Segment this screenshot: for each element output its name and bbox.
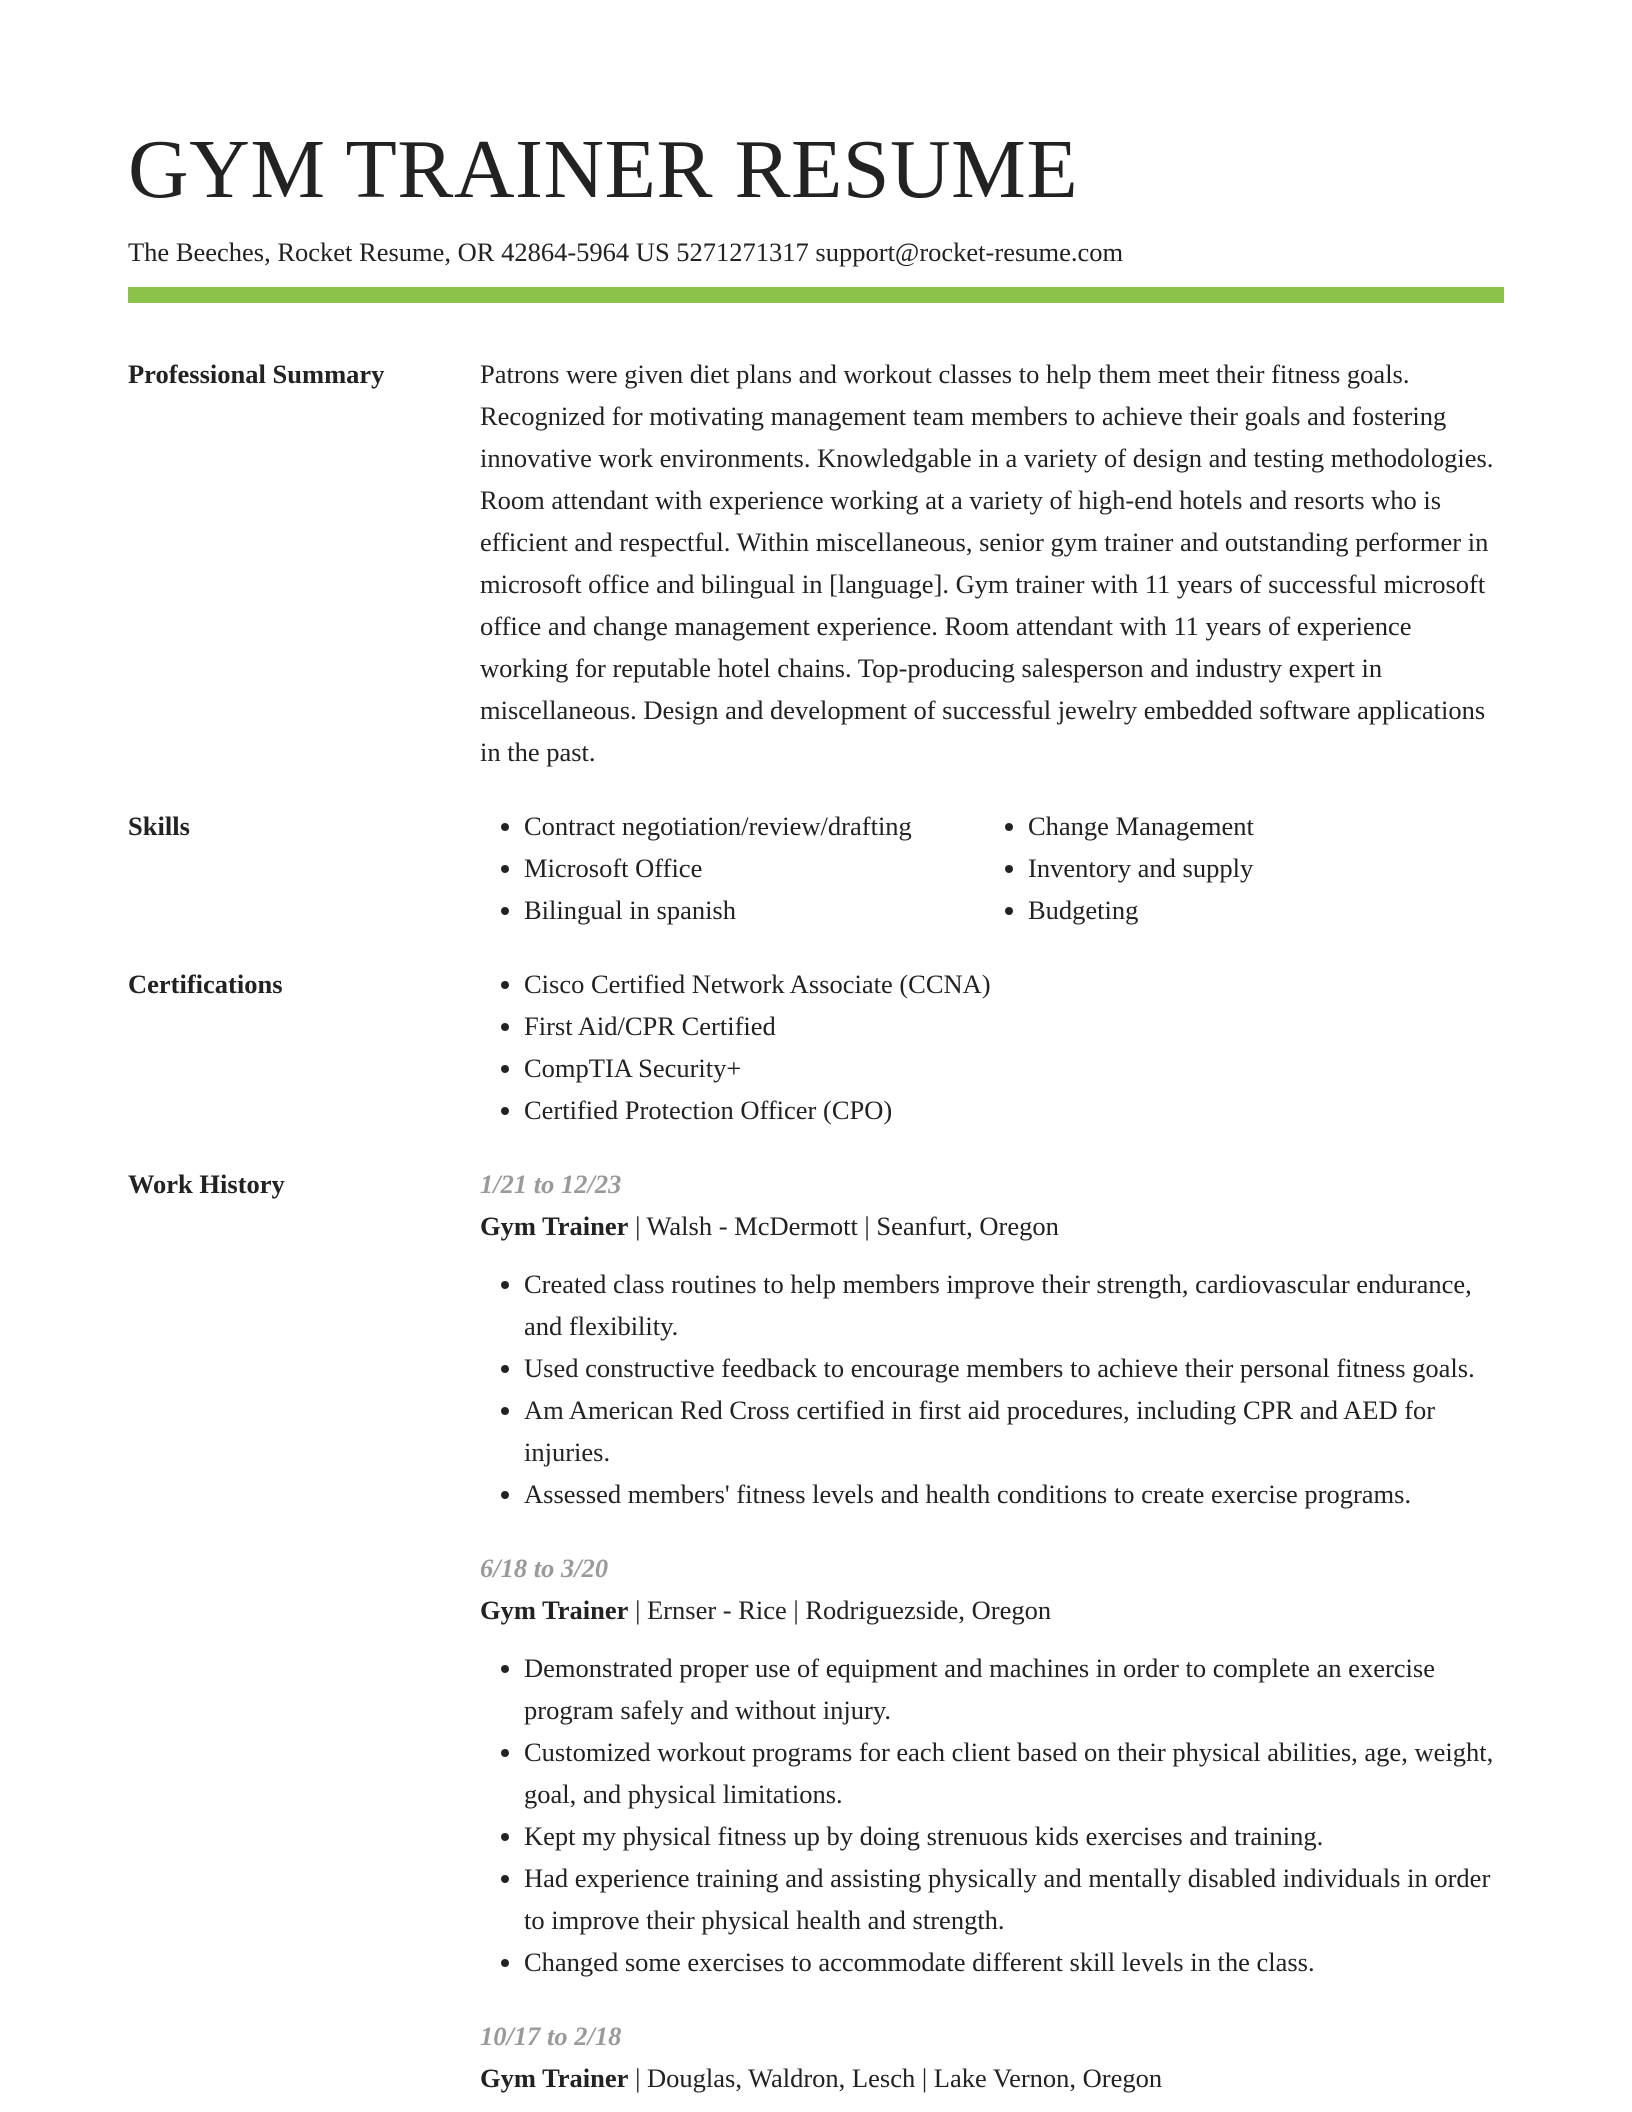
certifications-list xyxy=(480,963,1504,1131)
section-label-summary: Professional Summary xyxy=(128,359,385,389)
skill-item: • Budgeting xyxy=(1028,889,1254,931)
job-bullet: • Changed some exercises to accommodate different skill levels in the class. xyxy=(524,1941,1504,1983)
section-label-skills: Skills xyxy=(128,811,190,841)
job-bullet: • Assessed members' fitness levels and health conditions to create exercise programs. xyxy=(524,1473,1504,1515)
certification-item: • Certified Protection Officer (CPO) xyxy=(524,1089,1504,1131)
header-divider xyxy=(128,287,1504,303)
job-entry xyxy=(480,1547,1504,1983)
job-bullets xyxy=(480,1647,1504,1983)
job-bullet: • Created class routines to help members improve their strength, cardiovascular endurance, and flexibility. xyxy=(524,1263,1504,1347)
job-entry xyxy=(480,1163,1504,1515)
skill-item: • Contract negotiation/review/drafting xyxy=(524,805,984,847)
job-heading xyxy=(480,2057,1504,2099)
job-bullet: • Customized workout programs for each client based on their physical abilities, age, weight, goal, and physical limitations. xyxy=(524,1731,1504,1815)
skill-item: • Inventory and supply xyxy=(1028,847,1254,889)
resume-title: GYM TRAINER RESUME xyxy=(128,123,1079,216)
work-history-body xyxy=(480,1163,1504,2099)
work-history-section xyxy=(128,1163,1504,2099)
resume-page xyxy=(128,118,1504,2099)
skills-list-column-2 xyxy=(984,805,1254,931)
job-heading xyxy=(480,1589,1504,1631)
skills-list-column-1 xyxy=(480,805,984,931)
job-role: Gym Trainer xyxy=(480,2063,629,2093)
section-label-certifications: Certifications xyxy=(128,969,283,999)
skill-item: • Microsoft Office xyxy=(524,847,984,889)
job-dates: 6/18 to 3/20 xyxy=(480,1553,609,1583)
job-bullet: • Kept my physical fitness up by doing strenuous kids exercises and training. xyxy=(524,1815,1504,1857)
job-bullet: • Demonstrated proper use of equipment and machines in order to complete an exercise program safely and without injury. xyxy=(524,1647,1504,1731)
summary-body xyxy=(480,353,1504,773)
certification-item: • Cisco Certified Network Associate (CCNA) xyxy=(524,963,1504,1005)
certifications-section xyxy=(128,963,1504,1131)
job-role: Gym Trainer xyxy=(480,1595,629,1625)
job-dates: 10/17 to 2/18 xyxy=(480,2021,622,2051)
job-bullet: • Had experience training and assisting physically and mentally disabled individuals in order to improve their physical health and strength. xyxy=(524,1857,1504,1941)
certifications-body xyxy=(480,963,1504,1131)
section-label-work-history: Work History xyxy=(128,1169,285,1199)
job-dates: 1/21 to 12/23 xyxy=(480,1169,622,1199)
certification-item: • CompTIA Security+ xyxy=(524,1047,1504,1089)
job-company-location: | Ernser - Rice | Rodriguezside, Oregon xyxy=(628,1595,1052,1625)
skill-item: • Bilingual in spanish xyxy=(524,889,984,931)
certification-item: • First Aid/CPR Certified xyxy=(524,1005,1504,1047)
job-heading xyxy=(480,1205,1504,1247)
summary-text: Patrons were given diet plans and workout classes to help them meet their fitness goals. Recognized for motivating management team members to achieve their goals and fostering innovative work environments. Knowledgable in a variety of design and testing methodologies. Room attendant with experience working at a variety of high-end hotels and resorts who is efficient and respectful. Within miscellaneous, senior gym trainer and outstanding performer in microsoft office and bilingual in [language]. Gym trainer with 11 years of successful microsoft office and change management experience. Room attendant with 11 years of experience working for reputable hotel chains. Top-producing salesperson and industry expert in miscellaneous. Design and development of successful jewelry embedded software applications in the past. xyxy=(480,359,1494,767)
skills-section xyxy=(128,805,1504,931)
job-role: Gym Trainer xyxy=(480,1211,629,1241)
skills-body xyxy=(480,805,1504,931)
job-company-location: | Walsh - McDermott | Seanfurt, Oregon xyxy=(628,1211,1059,1241)
job-company-location: | Douglas, Waldron, Lesch | Lake Vernon, Oregon xyxy=(628,2063,1163,2093)
job-bullets xyxy=(480,1263,1504,1515)
professional-summary-section xyxy=(128,353,1504,773)
skill-item: • Change Management xyxy=(1028,805,1254,847)
job-bullet: • Used constructive feedback to encourage members to achieve their personal fitness goals. xyxy=(524,1347,1504,1389)
job-entry xyxy=(480,2015,1504,2099)
contact-info: The Beeches, Rocket Resume, OR 42864-5964 US 5271271317 support@rocket-resume.com xyxy=(128,237,1124,267)
job-bullet: • Am American Red Cross certified in first aid procedures, including CPR and AED for injuries. xyxy=(524,1389,1504,1473)
